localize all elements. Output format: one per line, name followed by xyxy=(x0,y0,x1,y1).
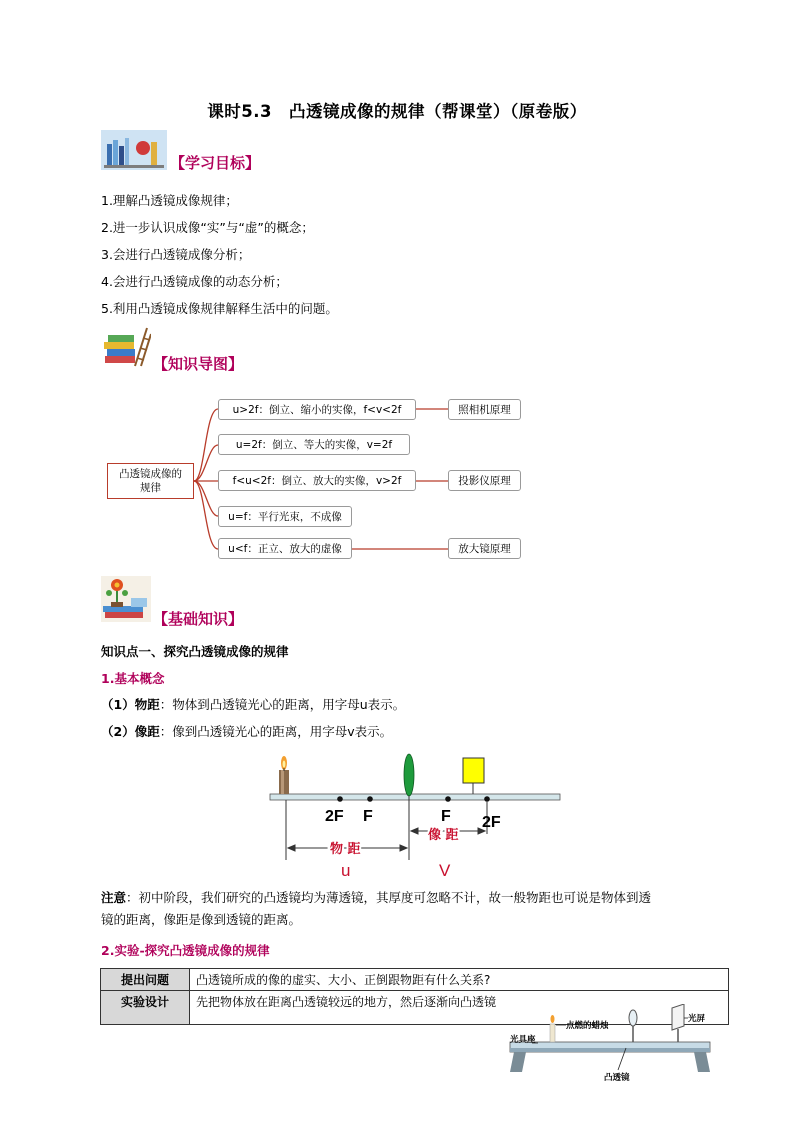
mindmap-app-magnifier: 放大镜原理 xyxy=(448,538,521,559)
concept-object-distance-label: （1）物距 xyxy=(101,697,160,712)
table-content-cell: 先把物体放在距离凸透镜较远的地方，然后逐渐向凸透镜 xyxy=(190,991,729,1025)
label-candle: 点燃的蜡烛 xyxy=(566,1021,609,1031)
objective-1: 1.理解凸透镜成像规律； xyxy=(101,193,238,208)
image-box xyxy=(463,758,484,783)
note-text-1: ：初中阶段，我们研究的凸透镜均为薄透镜，其厚度可忽略不计，故一般物距也可说是物体到透 xyxy=(126,890,652,905)
concept-object-distance-text: ：物体到凸透镜光心的距离，用字母u表示。 xyxy=(159,697,406,712)
table-row xyxy=(101,969,729,991)
right-2f-dot xyxy=(484,796,490,802)
mindmap-app-camera: 照相机原理 xyxy=(448,399,521,420)
mindmap-heading: 【知识导图】 xyxy=(153,355,244,373)
note-paragraph xyxy=(101,887,741,931)
label-bench: 光具座 xyxy=(510,1035,536,1045)
convex-lens xyxy=(404,754,414,796)
right-f-dot xyxy=(445,796,451,802)
concept-object-distance xyxy=(101,694,405,716)
label-right-2f: 2F xyxy=(482,814,501,831)
label-object-distance: 物 距 xyxy=(330,842,361,857)
label-left-f: F xyxy=(363,808,373,825)
lens-icon xyxy=(629,1010,637,1042)
mindmap-root: 凸透镜成像的规律 xyxy=(107,463,194,499)
left-2f-dot xyxy=(337,796,343,802)
note-line-2: 镜的距离，像距是像到透镜的距离。 xyxy=(101,912,302,927)
mindmap-branch-4: u=f：平行光束，不成像 xyxy=(218,506,352,527)
mindmap-branch-5: u<f：正立、放大的虚像 xyxy=(218,538,352,559)
mindmap-app-projector: 投影仪原理 xyxy=(448,470,521,491)
label-image-distance: 像 距 xyxy=(428,828,459,843)
mindmap-branch-2: u=2f：倒立、等大的实像，v=2f xyxy=(218,434,410,455)
objective-4: 4.会进行凸透镜成像的动态分析； xyxy=(101,274,288,289)
objective-2: 2.进一步认识成像“实”与“虚”的概念； xyxy=(101,220,314,235)
optical-rail xyxy=(270,794,560,800)
lens-diagram xyxy=(268,748,564,880)
label-lens: 凸透镜 xyxy=(604,1073,630,1083)
objective-5: 5.利用凸透镜成像规律解释生活中的问题。 xyxy=(101,301,338,316)
label-v: V xyxy=(439,861,451,880)
page-title: 课时5.3 凸透镜成像的规律（帮课堂）（原卷版） xyxy=(207,102,587,121)
mindmap-branch-3: f<u<2f：倒立、放大的实像，v>2f xyxy=(218,470,416,491)
objectives-heading: 【学习目标】 xyxy=(170,154,261,172)
label-right-f: F xyxy=(441,808,451,825)
concept-image-distance-label: （2）像距 xyxy=(101,724,160,739)
table-content-cell: 凸透镜所成的像的虚实、大小、正倒跟物距有什么关系? xyxy=(190,969,729,991)
label-u: u xyxy=(341,861,351,880)
concept-image-distance xyxy=(101,721,392,743)
table-header-cell: 提出问题 xyxy=(101,969,190,991)
optical-bench-illustration xyxy=(508,1004,718,1084)
candle-icon xyxy=(550,1015,555,1042)
screen-icon xyxy=(672,1004,684,1042)
subheading-experiment: 2.实验-探究凸透镜成像的规律 xyxy=(101,943,270,958)
mindmap-branch-1: u>2f：倒立、缩小的实像，f<v<2f xyxy=(218,399,416,420)
knowledge-point-1: 知识点一、探究凸透镜成像的规律 xyxy=(101,644,289,659)
note-label: 注意 xyxy=(101,890,127,905)
objective-3: 3.会进行凸透镜成像分析； xyxy=(101,247,251,262)
label-screen: 光屏 xyxy=(688,1014,706,1024)
left-f-dot xyxy=(367,796,373,802)
subheading-basic-concepts: 1.基本概念 xyxy=(101,671,165,686)
note-line-1 xyxy=(101,887,741,909)
basics-icon xyxy=(101,576,151,622)
concept-image-distance-text: ：像到凸透镜光心的距离，用字母v表示。 xyxy=(159,724,393,739)
basics-heading: 【基础知识】 xyxy=(153,610,244,628)
candle-icon xyxy=(279,756,289,794)
label-left-2f: 2F xyxy=(325,808,344,825)
table-header-cell: 实验设计 xyxy=(101,991,190,1025)
